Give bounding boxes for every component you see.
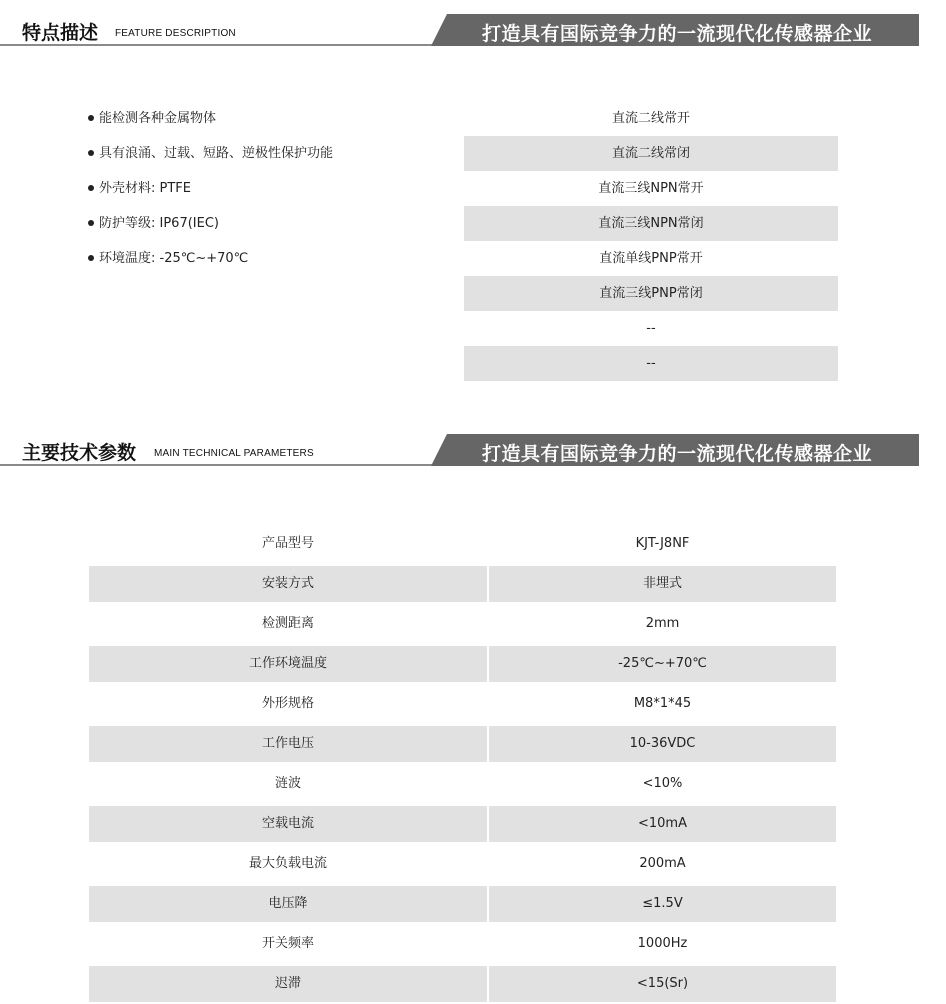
parameter-value: ≤1.5V (489, 886, 836, 922)
feature-text: 环境温度: -25℃~+70℃ (99, 251, 249, 266)
feature-section-header (0, 0, 946, 48)
parameter-table (89, 524, 836, 1004)
feature-item (88, 212, 333, 247)
parameter-value: <10mA (489, 806, 836, 842)
output-type-row: 直流二线常开 (611, 111, 690, 126)
parameter-label: 迟滞 (89, 966, 487, 1002)
feature-item (88, 142, 333, 177)
feature-text: 防护等级: IP67(IEC) (99, 216, 219, 231)
header-divider (0, 44, 445, 46)
table-row (89, 844, 836, 884)
parameter-label: 产品型号 (261, 536, 314, 551)
table-row (89, 806, 836, 842)
parameter-section-title: 主要技术参数 (22, 442, 137, 464)
table-row (89, 886, 836, 922)
output-type-table (464, 101, 838, 381)
table-row (89, 524, 836, 564)
feature-item (88, 107, 333, 142)
parameter-label: 最大负载电流 (248, 856, 327, 871)
header-divider (0, 464, 445, 466)
table-row (89, 924, 836, 964)
parameter-label: 安装方式 (89, 566, 487, 602)
table-row (89, 726, 836, 762)
slogan-text: 打造具有国际竞争力的一流现代化传感器企业 (482, 23, 873, 45)
parameter-label: 外形规格 (261, 696, 314, 711)
output-type-row: 直流三线PNP常闭 (464, 276, 838, 311)
output-type-row: 直流单线PNP常开 (599, 251, 703, 266)
bullet-icon (88, 220, 94, 226)
table-row (89, 604, 836, 644)
parameter-section-subtitle: MAIN TECHNICAL PARAMETERS (154, 448, 314, 459)
output-type-row: 直流二线常闭 (464, 136, 838, 171)
parameter-value: -25℃~+70℃ (489, 646, 836, 682)
bullet-icon (88, 115, 94, 121)
output-type-row: -- (464, 346, 838, 381)
parameter-value: KJT-J8NF (635, 536, 690, 551)
parameter-value: 2mm (645, 616, 680, 631)
feature-section-subtitle: FEATURE DESCRIPTION (115, 28, 236, 39)
parameter-value: 10-36VDC (489, 726, 836, 762)
parameter-section-header (0, 420, 946, 468)
table-row (89, 966, 836, 1002)
parameter-label: 工作环境温度 (89, 646, 487, 682)
parameter-label: 检测距离 (261, 616, 314, 631)
parameter-label: 开关频率 (261, 936, 314, 951)
parameter-value: 1000Hz (637, 936, 688, 951)
feature-text: 能检测各种金属物体 (99, 111, 217, 126)
slogan-text: 打造具有国际竞争力的一流现代化传感器企业 (482, 443, 873, 465)
parameter-value: 非埋式 (489, 566, 836, 602)
table-row (89, 566, 836, 602)
bullet-icon (88, 150, 94, 156)
parameter-value: <15(Sr) (489, 966, 836, 1002)
parameter-label: 涟波 (274, 776, 301, 791)
feature-item (88, 247, 333, 282)
table-row (89, 646, 836, 682)
parameter-label: 电压降 (89, 886, 487, 922)
feature-list (88, 107, 333, 282)
feature-item (88, 177, 333, 212)
parameter-value: M8*1*45 (633, 696, 692, 711)
output-type-row: 直流三线NPN常开 (598, 181, 704, 196)
feature-text: 具有浪涌、过载、短路、逆极性保护功能 (99, 146, 334, 161)
feature-text: 外壳材料: PTFE (99, 181, 191, 196)
table-row (89, 684, 836, 724)
table-row (89, 764, 836, 804)
parameter-label: 工作电压 (89, 726, 487, 762)
output-type-row: -- (646, 321, 656, 336)
feature-section-title: 特点描述 (22, 22, 99, 44)
output-type-row: 直流三线NPN常闭 (464, 206, 838, 241)
bullet-icon (88, 255, 94, 261)
parameter-label: 空载电流 (89, 806, 487, 842)
parameter-value: 200mA (639, 856, 686, 871)
bullet-icon (88, 185, 94, 191)
parameter-value: <10% (642, 776, 683, 791)
